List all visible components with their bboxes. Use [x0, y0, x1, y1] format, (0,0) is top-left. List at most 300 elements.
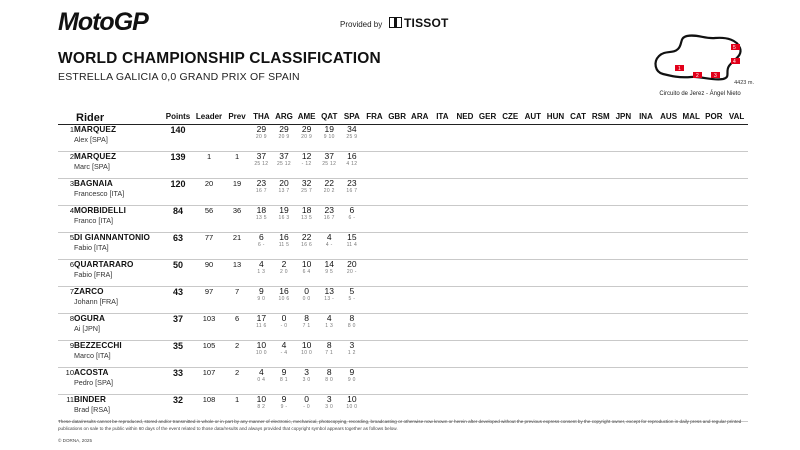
- result-points: 4: [258, 259, 264, 269]
- row-result-tha: [250, 206, 273, 233]
- logo-moto-text: Moto: [58, 8, 114, 36]
- row-result-ame: [295, 233, 318, 260]
- result-breakdown: 10 0: [255, 350, 267, 356]
- row-points: 37: [162, 314, 194, 341]
- result-breakdown: 4 12: [346, 161, 358, 167]
- rider-lastname: BAGNAIA: [74, 179, 113, 188]
- row-result-cat: [567, 341, 590, 368]
- result-breakdown: 11 5: [278, 242, 290, 248]
- row-result-mal: [680, 314, 703, 341]
- page-title: WORLD CHAMPIONSHIP CLASSIFICATION: [58, 50, 381, 67]
- result-breakdown: 1 3: [257, 269, 266, 275]
- result-breakdown: 1 3: [325, 323, 334, 329]
- row-result-hun: [544, 125, 567, 152]
- row-result-qat: [318, 206, 341, 233]
- result-breakdown: 11 6: [256, 323, 267, 329]
- result-points: 15: [347, 232, 357, 242]
- col-race-spa: SPA: [341, 112, 364, 125]
- row-result-aus: [657, 287, 680, 314]
- result-breakdown: 16 7: [323, 215, 335, 221]
- row-result-val: [725, 260, 748, 287]
- row-result-cat: [567, 125, 590, 152]
- row-leader-gap: 90: [194, 260, 224, 287]
- result-breakdown: 13 7: [278, 188, 290, 194]
- row-result-ina: [635, 152, 658, 179]
- result-breakdown: 9 5: [325, 269, 334, 275]
- row-result-aus: [657, 314, 680, 341]
- row-result-rsm: [589, 341, 612, 368]
- row-result-mal: [680, 152, 703, 179]
- classification-table-wrapper: [58, 112, 748, 422]
- rider-firstname: Ai [JPN]: [74, 324, 100, 333]
- result-breakdown: - 0: [280, 323, 288, 329]
- result-points: 4: [281, 340, 287, 350]
- col-position: [58, 112, 74, 125]
- row-prev-gap: 13: [224, 260, 250, 287]
- row-result-por: [703, 206, 726, 233]
- result-points: 16: [347, 151, 357, 161]
- col-race-rsm: RSM: [589, 112, 612, 125]
- result-breakdown: 16 3: [278, 215, 290, 221]
- col-race-val: VAL: [725, 112, 748, 125]
- row-result-ina: [635, 206, 658, 233]
- col-race-aus: AUS: [657, 112, 680, 125]
- row-result-mal: [680, 233, 703, 260]
- row-result-val: [725, 287, 748, 314]
- row-result-gbr: [386, 206, 409, 233]
- rider-firstname: Fabio [ITA]: [74, 243, 109, 252]
- row-position: 6: [58, 260, 74, 287]
- row-rider: [74, 125, 162, 152]
- row-result-ara: [408, 341, 431, 368]
- row-leader-gap: 108: [194, 395, 224, 422]
- row-prev-gap: 2: [224, 341, 250, 368]
- result-breakdown: 9 10: [323, 134, 335, 140]
- result-points: 16: [279, 232, 289, 242]
- row-result-aus: [657, 206, 680, 233]
- row-result-ned: [454, 179, 477, 206]
- row-points: 84: [162, 206, 194, 233]
- row-result-val: [725, 314, 748, 341]
- row-result-aus: [657, 125, 680, 152]
- result-breakdown: 9 0: [257, 296, 266, 302]
- col-race-jpn: JPN: [612, 112, 635, 125]
- row-result-por: [703, 179, 726, 206]
- result-breakdown: 20 9: [278, 134, 290, 140]
- row-result-fra: [363, 314, 386, 341]
- col-race-ina: INA: [635, 112, 658, 125]
- row-result-val: [725, 368, 748, 395]
- row-result-ned: [454, 314, 477, 341]
- rider-lastname: BINDER: [74, 395, 106, 404]
- result-points: 3: [349, 340, 355, 350]
- result-points: 20: [347, 259, 357, 269]
- row-result-spa: [341, 341, 364, 368]
- row-result-cze: [499, 206, 522, 233]
- row-result-jpn: [612, 233, 635, 260]
- row-leader-gap: [194, 125, 224, 152]
- result-points: 37: [324, 151, 334, 161]
- row-result-mal: [680, 179, 703, 206]
- row-position: 8: [58, 314, 74, 341]
- row-rider: [74, 341, 162, 368]
- row-result-ger: [476, 179, 499, 206]
- row-result-ame: [295, 152, 318, 179]
- row-leader-gap: 1: [194, 152, 224, 179]
- row-result-cat: [567, 152, 590, 179]
- row-result-cze: [499, 125, 522, 152]
- rider-firstname: Johann [FRA]: [74, 297, 118, 306]
- row-result-ger: [476, 152, 499, 179]
- row-result-mal: [680, 287, 703, 314]
- row-result-hun: [544, 260, 567, 287]
- row-result-cze: [499, 341, 522, 368]
- row-prev-gap: 7: [224, 287, 250, 314]
- row-result-mal: [680, 368, 703, 395]
- row-result-fra: [363, 368, 386, 395]
- row-result-gbr: [386, 233, 409, 260]
- row-result-ame: [295, 287, 318, 314]
- row-result-ger: [476, 233, 499, 260]
- row-result-ina: [635, 179, 658, 206]
- row-result-gbr: [386, 125, 409, 152]
- row-leader-gap: 105: [194, 341, 224, 368]
- result-breakdown: 16 7: [346, 188, 358, 194]
- result-points: 9: [349, 367, 355, 377]
- result-points: 37: [279, 151, 289, 161]
- col-race-ara: ARA: [408, 112, 431, 125]
- rider-lastname: DI GIANNANTONIO: [74, 233, 150, 242]
- result-points: 8: [326, 367, 332, 377]
- row-result-qat: [318, 125, 341, 152]
- row-result-aut: [522, 341, 545, 368]
- result-points: 0: [281, 313, 287, 323]
- col-race-ned: NED: [454, 112, 477, 125]
- result-points: 9: [281, 394, 287, 404]
- row-result-jpn: [612, 341, 635, 368]
- row-result-aut: [522, 233, 545, 260]
- row-result-ara: [408, 125, 431, 152]
- row-result-cze: [499, 233, 522, 260]
- logo-gp-text: GP: [113, 8, 148, 36]
- row-points: 120: [162, 179, 194, 206]
- row-points: 35: [162, 341, 194, 368]
- col-race-aut: AUT: [522, 112, 545, 125]
- rider-lastname: MARQUEZ: [74, 125, 117, 134]
- row-result-fra: [363, 233, 386, 260]
- row-result-ina: [635, 233, 658, 260]
- row-result-ina: [635, 125, 658, 152]
- col-race-ger: GER: [476, 112, 499, 125]
- result-breakdown: 8 0: [325, 377, 334, 383]
- row-result-ned: [454, 152, 477, 179]
- result-breakdown: 6 -: [257, 242, 265, 248]
- row-result-tha: [250, 341, 273, 368]
- row-result-ina: [635, 260, 658, 287]
- row-result-fra: [363, 206, 386, 233]
- result-breakdown: - 12: [301, 161, 312, 167]
- row-result-tha: [250, 233, 273, 260]
- row-result-ina: [635, 368, 658, 395]
- row-result-qat: [318, 179, 341, 206]
- row-result-tha: [250, 368, 273, 395]
- row-result-arg: [273, 314, 296, 341]
- result-points: 23: [256, 178, 267, 188]
- result-breakdown: 10 0: [346, 404, 358, 410]
- row-rider: [74, 260, 162, 287]
- svg-text:5: 5: [733, 45, 736, 51]
- result-breakdown: 1 2: [347, 350, 356, 356]
- row-result-tha: [250, 125, 273, 152]
- result-points: 9: [281, 367, 287, 377]
- row-result-aus: [657, 260, 680, 287]
- row-result-gbr: [386, 152, 409, 179]
- svg-text:4: 4: [733, 59, 736, 65]
- row-position: 2: [58, 152, 74, 179]
- row-result-ned: [454, 368, 477, 395]
- result-points: 13: [324, 286, 334, 296]
- col-race-hun: HUN: [544, 112, 567, 125]
- col-race-ame: AME: [295, 112, 318, 125]
- row-result-cat: [567, 260, 590, 287]
- row-result-hun: [544, 206, 567, 233]
- result-breakdown: 7 1: [325, 350, 334, 356]
- row-result-jpn: [612, 152, 635, 179]
- row-result-spa: [341, 287, 364, 314]
- row-result-rsm: [589, 287, 612, 314]
- tissot-mark-icon: [389, 17, 402, 28]
- row-result-cze: [499, 260, 522, 287]
- result-breakdown: 9 -: [280, 404, 288, 410]
- result-points: 8: [349, 313, 355, 323]
- row-rider: [74, 152, 162, 179]
- row-result-mal: [680, 125, 703, 152]
- col-race-gbr: GBR: [386, 112, 409, 125]
- provided-by-label: Provided by: [340, 20, 383, 29]
- result-points: 3: [326, 394, 332, 404]
- row-prev-gap: 2: [224, 368, 250, 395]
- row-result-gbr: [386, 341, 409, 368]
- row-result-rsm: [589, 260, 612, 287]
- row-result-qat: [318, 233, 341, 260]
- row-result-aus: [657, 233, 680, 260]
- result-breakdown: 20 9: [301, 134, 313, 140]
- row-result-mal: [680, 260, 703, 287]
- row-points: 32: [162, 395, 194, 422]
- table-row: [58, 206, 748, 233]
- result-breakdown: 20 -: [346, 269, 357, 275]
- row-result-arg: [273, 260, 296, 287]
- svg-text:1: 1: [678, 66, 681, 72]
- result-points: 5: [349, 286, 355, 296]
- col-race-fra: FRA: [363, 112, 386, 125]
- row-result-ara: [408, 233, 431, 260]
- row-leader-gap: 107: [194, 368, 224, 395]
- result-points: 4: [258, 367, 264, 377]
- result-points: 32: [301, 178, 312, 188]
- col-rider: Rider: [74, 112, 162, 125]
- table-row: [58, 125, 748, 152]
- row-result-ame: [295, 125, 318, 152]
- table-row: [58, 260, 748, 287]
- row-result-rsm: [589, 314, 612, 341]
- result-breakdown: 8 2: [257, 404, 266, 410]
- row-result-ned: [454, 341, 477, 368]
- row-prev-gap: 21: [224, 233, 250, 260]
- row-result-ame: [295, 260, 318, 287]
- row-result-tha: [250, 314, 273, 341]
- row-result-aut: [522, 125, 545, 152]
- rider-firstname: Brad [RSA]: [74, 405, 110, 414]
- row-result-ame: [295, 314, 318, 341]
- row-leader-gap: 20: [194, 179, 224, 206]
- row-result-por: [703, 368, 726, 395]
- row-result-ger: [476, 314, 499, 341]
- result-points: 4: [326, 313, 332, 323]
- row-result-qat: [318, 260, 341, 287]
- row-result-ame: [295, 179, 318, 206]
- row-result-aut: [522, 260, 545, 287]
- col-race-tha: THA: [250, 112, 273, 125]
- row-result-spa: [341, 152, 364, 179]
- result-points: 22: [324, 178, 334, 188]
- table-header-row: [58, 112, 748, 125]
- result-points: 20: [279, 178, 289, 188]
- row-result-gbr: [386, 179, 409, 206]
- row-result-qat: [318, 314, 341, 341]
- page-subtitle: ESTRELLA GALICIA 0,0 GRAND PRIX OF SPAIN: [58, 71, 300, 83]
- row-prev-gap: 36: [224, 206, 250, 233]
- row-result-ina: [635, 287, 658, 314]
- row-result-spa: [341, 125, 364, 152]
- row-result-ger: [476, 368, 499, 395]
- row-result-gbr: [386, 368, 409, 395]
- row-result-ita: [431, 287, 454, 314]
- row-result-ned: [454, 206, 477, 233]
- result-points: 18: [301, 205, 312, 215]
- rider-firstname: Marc [SPA]: [74, 162, 110, 171]
- row-points: 140: [162, 125, 194, 152]
- result-points: 0: [304, 286, 309, 296]
- row-result-jpn: [612, 125, 635, 152]
- row-result-ned: [454, 287, 477, 314]
- row-result-ita: [431, 206, 454, 233]
- row-result-fra: [363, 260, 386, 287]
- row-result-ara: [408, 152, 431, 179]
- row-result-por: [703, 314, 726, 341]
- col-race-arg: ARG: [273, 112, 296, 125]
- result-breakdown: 2 0: [280, 269, 288, 275]
- row-rider: [74, 206, 162, 233]
- result-points: 10: [256, 340, 267, 350]
- result-points: 0: [304, 394, 309, 404]
- result-points: 14: [324, 259, 334, 269]
- row-result-cat: [567, 206, 590, 233]
- row-points: 50: [162, 260, 194, 287]
- result-breakdown: 6 -: [348, 215, 356, 221]
- row-rider: [74, 287, 162, 314]
- result-points: 18: [256, 205, 267, 215]
- row-result-rsm: [589, 152, 612, 179]
- row-result-cat: [567, 314, 590, 341]
- result-breakdown: - 4: [280, 350, 288, 356]
- classification-table: [58, 112, 748, 422]
- row-prev-gap: 1: [224, 395, 250, 422]
- result-points: 9: [258, 286, 264, 296]
- rider-firstname: Alex [SPA]: [74, 135, 108, 144]
- row-result-aut: [522, 314, 545, 341]
- result-breakdown: 16 7: [255, 188, 267, 194]
- row-result-qat: [318, 287, 341, 314]
- row-result-por: [703, 341, 726, 368]
- row-result-val: [725, 341, 748, 368]
- row-result-ara: [408, 287, 431, 314]
- result-points: 8: [326, 340, 332, 350]
- result-breakdown: 13 5: [255, 215, 267, 221]
- row-result-aus: [657, 341, 680, 368]
- row-result-ita: [431, 341, 454, 368]
- result-points: 16: [279, 286, 289, 296]
- row-result-ina: [635, 341, 658, 368]
- table-row: [58, 287, 748, 314]
- row-position: 7: [58, 287, 74, 314]
- table-row: [58, 368, 748, 395]
- row-result-cze: [499, 368, 522, 395]
- result-breakdown: 25 12: [322, 161, 337, 167]
- rider-lastname: ZARCO: [74, 287, 104, 296]
- row-points: 139: [162, 152, 194, 179]
- row-leader-gap: 77: [194, 233, 224, 260]
- row-result-ita: [431, 152, 454, 179]
- circuit-distance: 4423 m.: [734, 80, 754, 86]
- row-result-aut: [522, 368, 545, 395]
- row-result-arg: [273, 368, 296, 395]
- result-breakdown: 8 1: [280, 377, 288, 383]
- rider-firstname: Francesco [ITA]: [74, 189, 125, 198]
- table-row: [58, 233, 748, 260]
- table-header: [58, 112, 748, 125]
- row-result-jpn: [612, 314, 635, 341]
- row-result-gbr: [386, 287, 409, 314]
- table-body: [58, 125, 748, 422]
- result-points: 6: [258, 232, 264, 242]
- result-points: 8: [304, 313, 309, 323]
- row-result-arg: [273, 206, 296, 233]
- row-result-aus: [657, 368, 680, 395]
- row-result-aut: [522, 179, 545, 206]
- row-leader-gap: 103: [194, 314, 224, 341]
- result-breakdown: 25 7: [301, 188, 313, 194]
- col-race-ita: ITA: [431, 112, 454, 125]
- row-result-spa: [341, 314, 364, 341]
- result-breakdown: 6 4: [302, 269, 311, 275]
- row-result-hun: [544, 179, 567, 206]
- row-result-ara: [408, 314, 431, 341]
- result-points: 29: [279, 124, 289, 134]
- row-result-arg: [273, 233, 296, 260]
- row-result-fra: [363, 125, 386, 152]
- row-result-cze: [499, 179, 522, 206]
- row-result-ita: [431, 125, 454, 152]
- table-row: [58, 341, 748, 368]
- result-breakdown: 5 -: [348, 296, 356, 302]
- row-result-fra: [363, 179, 386, 206]
- row-result-qat: [318, 341, 341, 368]
- result-breakdown: 7 1: [302, 323, 311, 329]
- col-race-cat: CAT: [567, 112, 590, 125]
- row-result-cat: [567, 287, 590, 314]
- row-result-rsm: [589, 368, 612, 395]
